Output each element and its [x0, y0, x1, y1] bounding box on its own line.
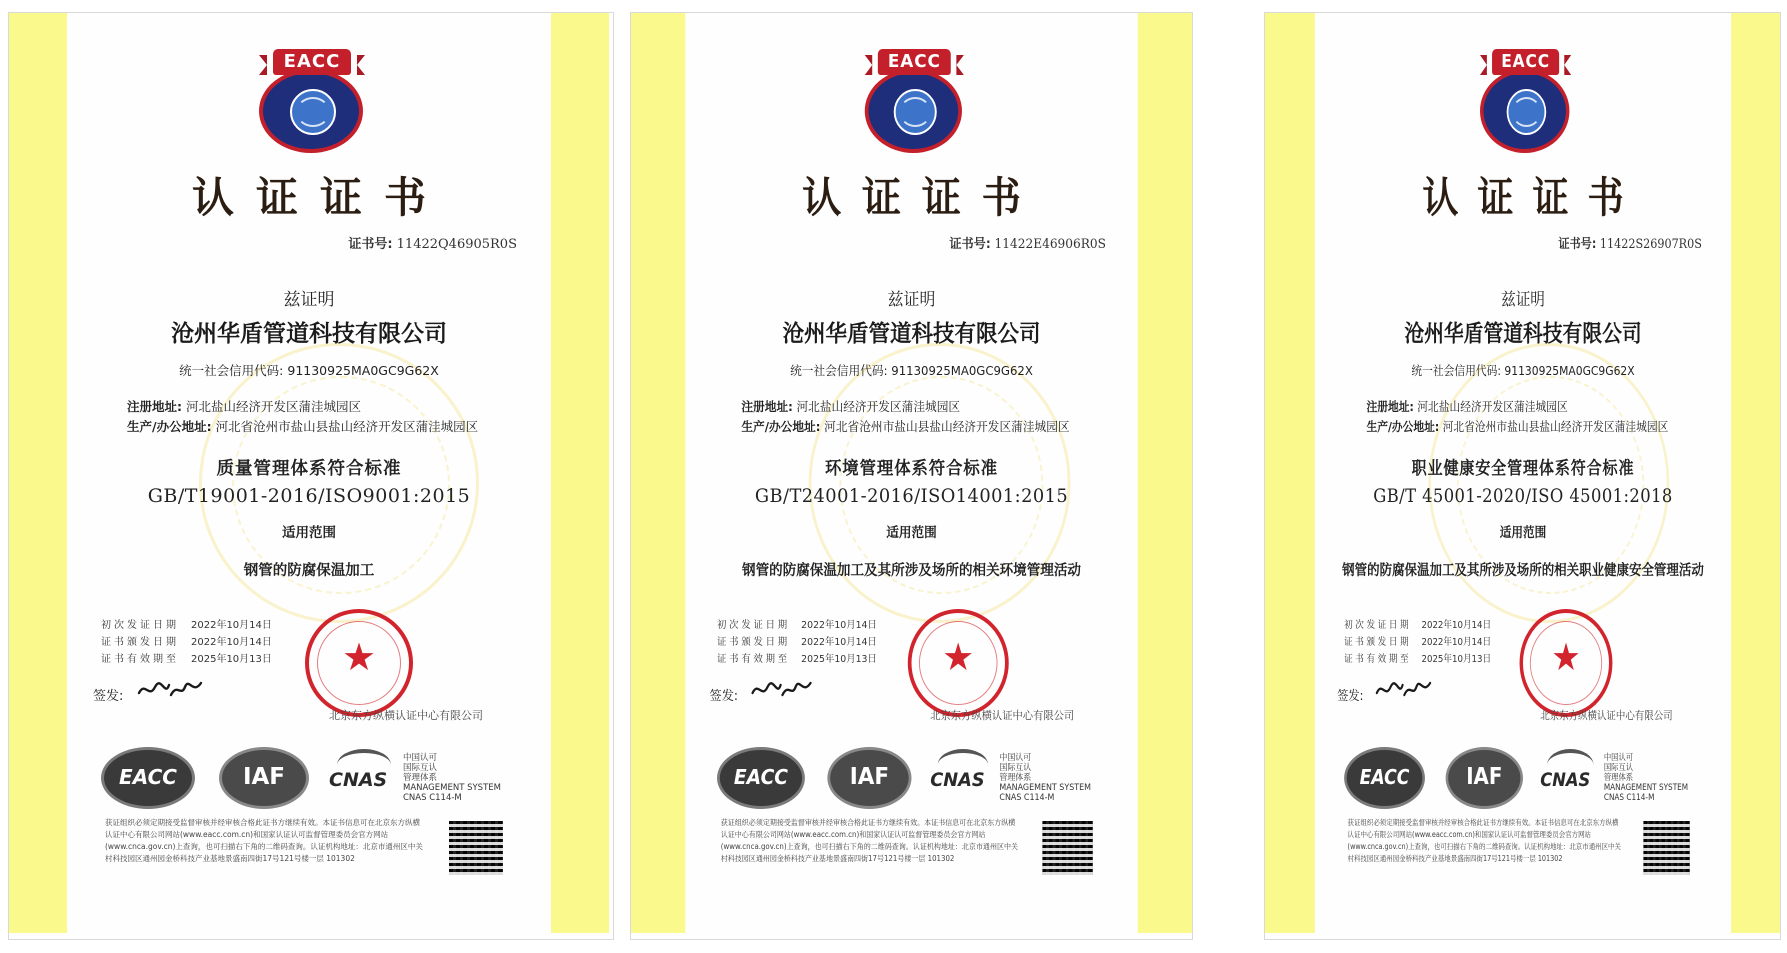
credit-code-value: 91130925MA0GC9G62X: [891, 363, 1033, 378]
star-icon: ★: [341, 635, 377, 679]
red-seal: [1520, 609, 1613, 717]
globe-watermark: [809, 343, 1071, 623]
office-address-label: 生产/办公地址:: [127, 419, 212, 434]
scope-text: 钢管的防腐保温加工及其所涉及场所的相关职业健康安全管理活动: [1342, 563, 1704, 579]
globe-watermark: [199, 343, 479, 623]
date-first-label: 初次发证日期: [101, 620, 179, 631]
validity-notice: 获证组织必须定期接受监督审核并经审核合格此证书方继续有效。本证书信息可在北京东方纵横认证中心有限公司网站(www.eacc.com.cn)和国家认证认可监督管理委员会官方网站(www.cnca.gov.cn)上查询，也可扫描右下角的二维码查询。认证机构地址：北京市通州区中关村科技园区通州园金桥科技产业基地景盛南四街17号121号楼一层 101302: [1347, 818, 1621, 863]
date-valid: [1344, 651, 1491, 668]
qr-code-icon[interactable]: [1643, 821, 1689, 875]
date-issue-label: 证书颁发日期: [101, 637, 179, 648]
certificate-number-label: 证书号:: [949, 237, 991, 252]
iaf-badge-text: IAF: [1466, 764, 1503, 790]
date-valid: [717, 651, 877, 668]
credit-code-value: 91130925MA0GC9G62X: [287, 363, 439, 378]
date-issue-value: 2022年10月14日: [191, 637, 272, 648]
certificate-number: [949, 233, 1106, 252]
certificate-number-value: 11422Q46905R0S: [396, 237, 517, 252]
certificate-title: 认证证书: [1422, 173, 1643, 222]
certificate: [631, 13, 1192, 939]
certificate-number-value: 11422E46906R0S: [994, 237, 1106, 252]
office-address-value: 河北省沧州市盐山县盐山经济开发区蒲洼城园区: [215, 419, 479, 434]
date-valid-label: 证书有效期至: [1344, 654, 1412, 665]
credit-code: [631, 361, 1192, 379]
logo-ring: [259, 69, 363, 153]
standard-title: 质量管理体系符合标准: [216, 459, 402, 479]
date-first-issue: [101, 617, 272, 634]
company-name: 沧州华盾管道科技有限公司: [782, 321, 1041, 347]
certificate-title: 认证证书: [802, 173, 1042, 222]
registered-address-label: 注册地址:: [127, 399, 182, 414]
registered-address-label: 注册地址:: [741, 399, 793, 414]
sign-label: 签发:: [1337, 689, 1364, 704]
globe-icon: [1507, 89, 1547, 135]
dates-block: [717, 617, 877, 668]
credit-code-label: 统一社会信用代码:: [179, 363, 284, 378]
eacc-badge: [101, 747, 195, 809]
cnas-badge: [329, 749, 399, 805]
validity-notice: 获证组织必须定期接受监督审核并经审核合格此证书方继续有效。本证书信息可在北京东方纵横认证中心有限公司网站(www.eacc.com.cn)和国家认证认可监督管理委员会官方网站(www.cnca.gov.cn)上查询，也可扫描右下角的二维码查询。认证机构地址：北京市通州区中关村科技园区通州园金桥科技产业基地景盛南四街17号121号楼一层 101302: [720, 818, 1019, 863]
date-issue-value: 2022年10月14日: [1421, 637, 1492, 648]
cnas-desc-line: 国际互认: [1603, 763, 1634, 773]
cnas-description: [403, 753, 501, 803]
certificate: [9, 13, 613, 939]
certificate-frame-1: [8, 12, 614, 940]
certificate-number-value: 11422S26907R0S: [1599, 237, 1702, 252]
globe-watermark: [1428, 343, 1669, 623]
scope-text: 钢管的防腐保温加工及其所涉及场所的相关环境管理活动: [742, 563, 1081, 579]
handwritten-signature: [135, 677, 205, 703]
sign-label: 签发:: [709, 689, 738, 704]
hereby-certify: 兹证明: [283, 290, 335, 310]
cnas-desc-line: CNAS C114-M: [999, 793, 1055, 803]
cnas-desc-line: 管理体系: [1603, 773, 1634, 783]
certificate-number: [348, 233, 517, 252]
office-address-label: 生产/办公地址:: [1366, 419, 1440, 434]
hereby-certify: 兹证明: [887, 290, 936, 310]
sign-label: 签发:: [93, 689, 124, 704]
issuing-organization: 北京东方纵横认证中心有限公司: [930, 709, 1075, 722]
company-name: 沧州华盾管道科技有限公司: [171, 321, 447, 347]
certificate-number-label: 证书号:: [1558, 237, 1597, 252]
handwritten-signature: [749, 677, 814, 703]
cnas-desc-line: 国际互认: [999, 763, 1032, 773]
accreditation-badges: [1344, 743, 1705, 813]
certificate-frame-2: [630, 12, 1193, 940]
logo-ring: [1480, 69, 1569, 153]
scope-title: 适用范围: [886, 525, 937, 541]
certificate: [1265, 13, 1780, 939]
eacc-badge-text: EACC: [1359, 765, 1410, 789]
scope-text: 钢管的防腐保温加工: [243, 563, 375, 579]
cnas-desc-line: 中国认可: [403, 753, 438, 763]
date-issue: [717, 634, 877, 651]
date-valid-value: 2025年10月13日: [1421, 654, 1492, 665]
credit-code: [1265, 361, 1780, 379]
globe-icon: [290, 89, 336, 135]
cnas-badge-text: CNAS: [329, 769, 388, 791]
address-block: [741, 397, 1069, 437]
registered-address: [127, 397, 478, 417]
date-issue-value: 2022年10月14日: [801, 637, 877, 648]
cnas-desc-line: 中国认可: [999, 753, 1032, 763]
validity-notice: 获证组织必须定期接受监督审核并经审核合格此证书方继续有效。本证书信息可在北京东方纵横认证中心有限公司网站(www.eacc.com.cn)和国家认证认可监督管理委员会官方网站(www.cnca.gov.cn)上查询，也可扫描右下角的二维码查询。认证机构地址：北京市通州区中关村科技园区通州园金桥科技产业基地景盛南四街17号121号楼一层 101302: [105, 818, 423, 863]
logo-banner: EACC: [878, 49, 951, 75]
registered-address-value: 河北盐山经济开发区蒲洼城园区: [1417, 399, 1568, 414]
date-issue-label: 证书颁发日期: [717, 637, 790, 648]
accreditation-badges: [717, 743, 1110, 813]
qr-code-icon[interactable]: [449, 821, 503, 875]
iaf-badge-text: IAF: [849, 764, 890, 790]
certificate-title: 认证证书: [191, 173, 448, 222]
scope-title: 适用范围: [282, 525, 336, 541]
cnas-desc-line: CNAS C114-M: [403, 793, 462, 803]
qr-code-icon[interactable]: [1042, 821, 1092, 875]
eacc-logo: [1470, 43, 1582, 155]
office-address-value: 河北省沧州市盐山县盐山经济开发区蒲洼城园区: [824, 419, 1070, 434]
cnas-description: [1604, 753, 1688, 803]
standard-code: GB/T19001-2016/ISO9001:2015: [147, 485, 471, 507]
standard-title: 职业健康安全管理体系符合标准: [1411, 459, 1635, 479]
eacc-badge-text: EACC: [733, 765, 789, 789]
date-valid: [101, 651, 272, 668]
credit-code-label: 统一社会信用代码:: [1411, 363, 1501, 378]
credit-code-label: 统一社会信用代码:: [790, 363, 888, 378]
cnas-desc-line: MANAGEMENT SYSTEM: [999, 783, 1091, 793]
date-issue: [101, 634, 272, 651]
globe-icon: [894, 89, 937, 135]
eacc-logo: [247, 43, 377, 155]
cnas-badge: [1540, 749, 1600, 805]
certificate-frame-3: [1264, 12, 1781, 940]
red-seal: [305, 609, 413, 717]
registered-address-value: 河北盐山经济开发区蒲洼城园区: [796, 399, 961, 414]
handwritten-signature: [1373, 677, 1433, 703]
scope-title: 适用范围: [1499, 525, 1547, 541]
star-icon: ★: [942, 635, 975, 679]
registered-address: [1366, 397, 1668, 417]
date-valid-label: 证书有效期至: [101, 654, 179, 665]
date-first-issue: [717, 617, 877, 634]
address-block: [1366, 397, 1668, 437]
dates-block: [101, 617, 272, 668]
certificate-number-label: 证书号:: [348, 237, 393, 252]
red-seal: [908, 609, 1009, 717]
eacc-badge-text: EACC: [119, 765, 177, 789]
office-address-value: 河北省沧州市盐山县盐山经济开发区蒲洼城园区: [1442, 419, 1669, 434]
standard-code: GB/T24001-2016/ISO14001:2015: [754, 485, 1069, 507]
cnas-desc-line: 中国认可: [1603, 753, 1634, 763]
iaf-badge: [827, 747, 911, 809]
registered-address-label: 注册地址:: [1366, 399, 1414, 414]
date-first-label: 初次发证日期: [717, 620, 790, 631]
date-issue-label: 证书颁发日期: [1344, 637, 1412, 648]
date-first-value: 2022年10月14日: [801, 620, 877, 631]
eacc-badge: [717, 747, 805, 809]
address-block: [127, 397, 478, 437]
issuing-organization: 北京东方纵横认证中心有限公司: [329, 709, 483, 722]
eacc-logo: [854, 43, 976, 155]
standard-title: 环境管理体系符合标准: [825, 459, 998, 479]
cnas-desc-line: MANAGEMENT SYSTEM: [403, 783, 501, 793]
dates-block: [1344, 617, 1491, 668]
office-address: [1366, 417, 1668, 437]
iaf-badge: [219, 747, 309, 809]
office-address-label: 生产/办公地址:: [741, 419, 821, 434]
hereby-certify: 兹证明: [1501, 290, 1545, 310]
eacc-badge: [1344, 747, 1425, 809]
registered-address-value: 河北盐山经济开发区蒲洼城园区: [185, 399, 361, 414]
date-valid-value: 2025年10月13日: [191, 654, 272, 665]
cnas-badge-text: CNAS: [930, 769, 985, 791]
date-issue: [1344, 634, 1491, 651]
cnas-desc-line: 国际互认: [403, 763, 438, 773]
logo-ring: [865, 69, 962, 153]
office-address: [741, 417, 1069, 437]
office-address: [127, 417, 478, 437]
certificate-number: [1558, 233, 1702, 252]
accreditation-badges: [101, 743, 521, 813]
credit-code-value: 91130925MA0GC9G62X: [1504, 363, 1635, 378]
date-first-value: 2022年10月14日: [191, 620, 272, 631]
cnas-description: [999, 753, 1091, 803]
iaf-badge: [1446, 747, 1523, 809]
cnas-desc-line: CNAS C114-M: [1603, 793, 1655, 803]
standard-code: GB/T 45001-2020/ISO 45001:2018: [1373, 485, 1673, 507]
logo-banner: EACC: [1492, 49, 1559, 75]
date-first-value: 2022年10月14日: [1421, 620, 1492, 631]
star-icon: ★: [1551, 635, 1581, 679]
issuing-organization: 北京东方纵横认证中心有限公司: [1540, 709, 1673, 722]
date-first-label: 初次发证日期: [1344, 620, 1412, 631]
date-valid-label: 证书有效期至: [717, 654, 790, 665]
company-name: 沧州华盾管道科技有限公司: [1404, 321, 1642, 347]
logo-banner: EACC: [273, 49, 351, 75]
cnas-desc-line: 管理体系: [403, 773, 438, 783]
cnas-badge: [930, 749, 995, 805]
iaf-badge-text: IAF: [242, 764, 286, 790]
date-valid-value: 2025年10月13日: [801, 654, 877, 665]
registered-address: [741, 397, 1069, 417]
credit-code: [9, 361, 609, 379]
cnas-desc-line: MANAGEMENT SYSTEM: [1603, 783, 1689, 793]
cnas-badge-text: CNAS: [1540, 769, 1591, 791]
cnas-desc-line: 管理体系: [999, 773, 1032, 783]
date-first-issue: [1344, 617, 1491, 634]
